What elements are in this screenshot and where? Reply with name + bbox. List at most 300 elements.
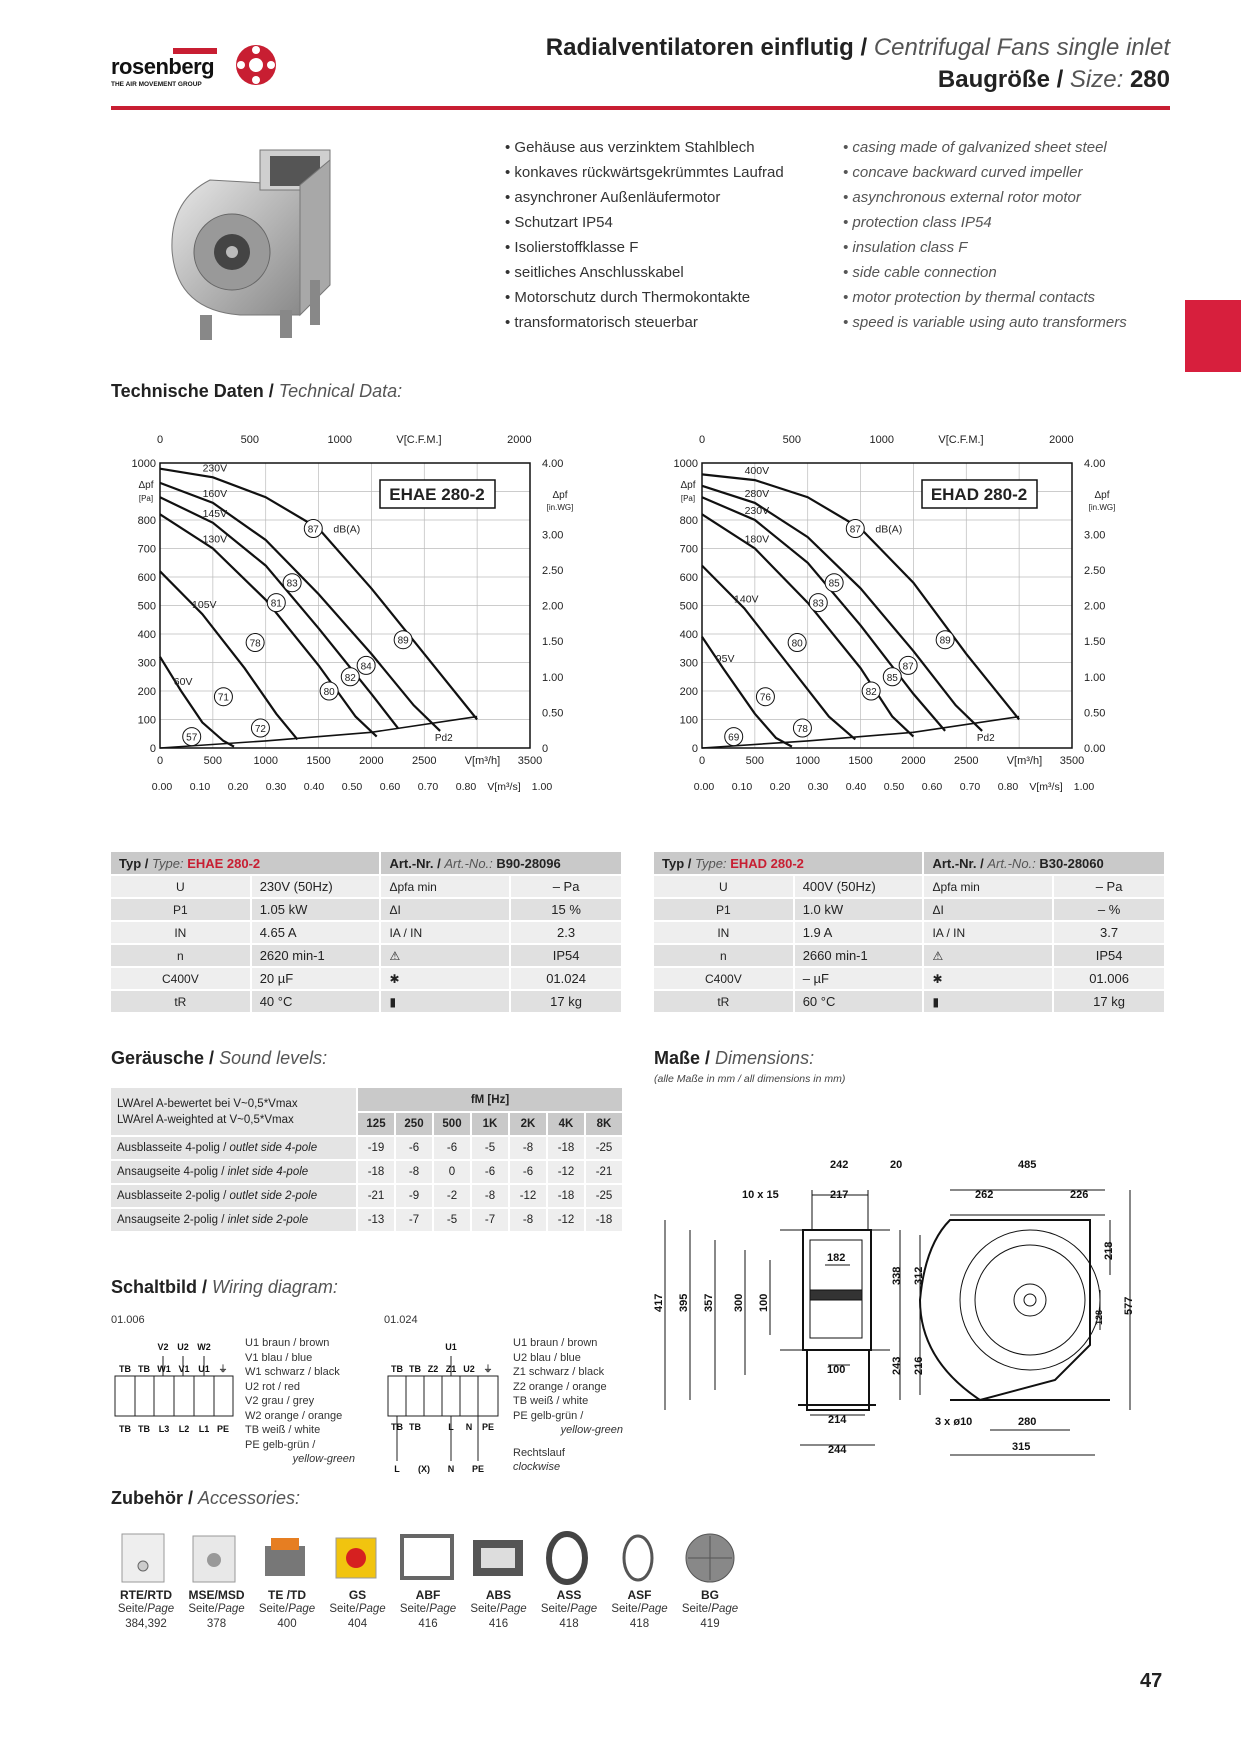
table-cell: 60 °C — [794, 990, 924, 1013]
title-en: Centrifugal Fans single inlet — [873, 34, 1170, 61]
table-cell: ▮ — [923, 990, 1053, 1013]
accessory-item[interactable] — [182, 1528, 252, 1632]
right-tick-label: 4.00 — [1084, 458, 1106, 470]
tech-table-ehad — [654, 852, 1166, 1014]
accessory-item[interactable] — [464, 1528, 534, 1632]
sound-value: -18 — [547, 1136, 585, 1160]
table-cell: 230V (50Hz) — [251, 875, 381, 898]
page-en: Page — [147, 1603, 175, 1615]
db-marker-label: 83 — [812, 598, 824, 610]
accessory-name: ABS — [485, 1588, 512, 1602]
sound-label-en: inlet side 2-pole — [227, 1214, 309, 1226]
sound-value: -6 — [509, 1160, 547, 1184]
table-cell: ✱ — [923, 967, 1053, 990]
table-row — [654, 944, 1165, 967]
right-tick-label: 2.50 — [542, 564, 564, 577]
page-en: Page — [358, 1603, 386, 1615]
legend-line: Z2 orange / orange — [513, 1380, 607, 1393]
sound-value: -8 — [509, 1208, 547, 1232]
feature-de: • transformatorisch steuerbar — [505, 314, 698, 331]
feature-en: • casing made of galvanized sheet steel — [843, 139, 1107, 156]
dim-label: 100 — [758, 1293, 770, 1312]
feature-en: • protection class IP54 — [843, 214, 992, 231]
accessories-heading — [111, 1488, 300, 1509]
bottom-tick-label: V[m³/s] — [487, 781, 521, 793]
series-label: 230V — [202, 462, 228, 475]
db-marker-label: 72 — [254, 724, 266, 736]
bottom-tick-label: 0.10 — [731, 781, 753, 793]
sound-head-line2: LWArel A-weighted at V~0,5*Vmax — [117, 1113, 294, 1126]
db-marker-label: 89 — [939, 635, 951, 647]
table-cell: 17 kg — [1053, 990, 1165, 1013]
y-tick-label: 300 — [137, 657, 156, 670]
table-row — [111, 944, 622, 967]
dim-label: 10 x 15 — [742, 1189, 779, 1201]
dim-label: 216 — [913, 1356, 925, 1375]
table-cell: n — [111, 944, 251, 967]
right-tick-label: 2.00 — [1084, 600, 1106, 613]
table-cell: ΔI — [380, 898, 510, 921]
tech-data-heading — [111, 381, 402, 402]
page-de: Seite/ — [188, 1603, 218, 1615]
x-tick-label: 500 — [203, 755, 223, 767]
right-tick-label: 1.50 — [1084, 636, 1106, 649]
table-cell: 3.7 — [1053, 921, 1165, 944]
table-row — [111, 875, 622, 898]
top-tick-label: 500 — [240, 434, 260, 446]
sound-label-en: inlet side 4-pole — [227, 1166, 309, 1178]
terminal-label: U2 — [177, 1342, 189, 1352]
dim-label: 218 — [1103, 1241, 1115, 1260]
bottom-tick-label: 0.30 — [265, 781, 287, 793]
legend-line: U2 blau / blue — [513, 1351, 581, 1364]
accessories-row — [111, 1528, 771, 1638]
y-tick-label: 0 — [691, 743, 698, 755]
sound-label-en: outlet side 4-pole — [229, 1142, 318, 1154]
wiring-code-left: 01.006 — [111, 1314, 145, 1326]
legend-line: U2 rot / red — [245, 1380, 301, 1393]
table-cell: – µF — [794, 967, 924, 990]
right-axis-label: Δpf — [1094, 490, 1110, 501]
accessory-item[interactable] — [252, 1528, 322, 1632]
bottom-tick-label: 0.50 — [883, 781, 905, 793]
feature-en: • insulation class F — [843, 239, 968, 256]
accessory-item[interactable] — [393, 1528, 463, 1632]
sound-value: -18 — [547, 1184, 585, 1208]
art-label-en: Art.-No.: — [444, 855, 493, 871]
sound-value: -2 — [433, 1184, 471, 1208]
accessory-item[interactable] — [111, 1528, 181, 1632]
table-cell: IA / IN — [380, 921, 510, 944]
right-axis-label: Δpf — [552, 490, 568, 501]
dim-label: 338 — [891, 1266, 903, 1285]
dimensions-note: (alle Maße in mm / all dimensions in mm) — [654, 1073, 846, 1085]
dim-label: 100 — [827, 1364, 846, 1376]
table-cell: U — [654, 875, 794, 898]
accessory-item[interactable] — [605, 1528, 675, 1632]
terminal-label: U1 — [198, 1364, 210, 1374]
terminal-label: TB — [138, 1364, 150, 1374]
y-tick-label: 200 — [679, 686, 698, 698]
accessory-page-label — [252, 1602, 322, 1617]
accessory-page-label — [675, 1602, 745, 1617]
svg-text:rosenberg: rosenberg — [111, 54, 215, 79]
db-unit-label: dB(A) — [333, 523, 361, 536]
table-row — [654, 898, 1165, 921]
table-cell: P1 — [654, 898, 794, 921]
db-marker-label: 85 — [886, 672, 898, 684]
sound-value: -25 — [585, 1184, 623, 1208]
x-axis-label: V[m³/h] — [1006, 755, 1043, 767]
sound-head-line1: LWArel A-bewertet bei V~0,5*Vmax — [117, 1097, 298, 1110]
table-row — [654, 875, 1165, 898]
db-marker-label: 82 — [865, 687, 877, 698]
bottom-tick-label: 0.60 — [921, 781, 943, 793]
wiring-heading-de: Schaltbild / — [111, 1277, 208, 1297]
sound-value: -25 — [585, 1136, 623, 1160]
terminal-label: TB — [138, 1424, 150, 1434]
tech-heading-de: Technische Daten / — [111, 381, 274, 401]
series-label: 230V — [744, 505, 770, 517]
db-marker-label: 69 — [728, 732, 740, 744]
page-en: Page — [570, 1603, 598, 1615]
features-de-list — [505, 135, 845, 335]
dim-label: 395 — [678, 1293, 690, 1312]
table-cell: 15 % — [510, 898, 622, 921]
page-de: Seite/ — [329, 1603, 359, 1615]
feature-en: • asynchronous external rotor motor — [843, 189, 1081, 206]
dim-label: 577 — [1123, 1296, 1135, 1315]
bottom-tick-label: 0.80 — [455, 781, 477, 793]
sound-value: -8 — [471, 1184, 509, 1208]
accessory-icon — [323, 1528, 393, 1588]
legend-line: Z1 schwarz / black — [513, 1366, 605, 1378]
legend-line: W1 schwarz / black — [245, 1366, 340, 1378]
dim-label: 485 — [1018, 1159, 1037, 1171]
accessory-icon — [464, 1528, 534, 1588]
terminal-label: ⏚ — [483, 1364, 493, 1374]
table-cell: IP54 — [510, 944, 622, 967]
right-tick-label: 1.00 — [1084, 671, 1106, 684]
series-line — [160, 497, 398, 728]
size-label-en: Size: — [1069, 66, 1124, 93]
y-axis-unit: [Pa] — [138, 494, 154, 503]
tech-table-ehae — [111, 852, 623, 1014]
dim-label: 315 — [1012, 1441, 1031, 1453]
type-value: EHAD 280-2 — [730, 855, 804, 871]
accessory-page-label — [393, 1602, 463, 1617]
x-tick-label: 2500 — [954, 755, 979, 767]
sound-heading-en: Sound levels: — [219, 1048, 328, 1068]
sound-value: -5 — [433, 1208, 471, 1232]
db-marker-label: 83 — [286, 578, 298, 590]
table-cell: 01.024 — [510, 967, 622, 990]
sound-row-label — [111, 1136, 357, 1160]
side-tab-marker — [1185, 300, 1241, 372]
sound-value: -6 — [395, 1136, 433, 1160]
page-en: Page — [429, 1603, 457, 1615]
accessory-icon — [534, 1528, 604, 1588]
right-tick-label: 4.00 — [542, 458, 564, 470]
table-row — [111, 898, 622, 921]
db-marker-label: 80 — [791, 638, 803, 650]
table-cell: ✱ — [380, 967, 510, 990]
dim-label: 217 — [830, 1189, 849, 1201]
accessory-name: GS — [348, 1588, 367, 1602]
series-label: 145V — [202, 507, 228, 520]
table-cell: P1 — [111, 898, 251, 921]
sound-value: -7 — [395, 1208, 433, 1232]
terminal-label: Z2 — [427, 1364, 439, 1374]
type-value: EHAE 280-2 — [187, 855, 261, 871]
sound-value: -5 — [471, 1136, 509, 1160]
legend-line: V2 grau / grey — [245, 1395, 315, 1407]
top-tick-label: 500 — [782, 434, 802, 446]
page-en: Page — [288, 1603, 316, 1615]
header-rule — [111, 106, 1170, 110]
sound-heading — [111, 1048, 327, 1069]
table-cell: – % — [1053, 898, 1165, 921]
x-tick-label: 1500 — [848, 755, 873, 767]
legend-line: PE gelb-grün / — [245, 1438, 316, 1451]
tech-heading-en: Technical Data: — [278, 381, 403, 401]
accessory-pages: 416 — [418, 1618, 438, 1630]
table-cell: tR — [654, 990, 794, 1013]
page-de: Seite/ — [399, 1603, 430, 1615]
sound-label-de: Ansaugseite 4-polig / — [117, 1166, 225, 1178]
top-tick-label: 0 — [698, 434, 706, 446]
table-cell: – Pa — [510, 875, 622, 898]
accessory-icon — [393, 1528, 463, 1588]
terminal-label: L — [394, 1464, 400, 1474]
freq-header: 125 — [357, 1112, 395, 1136]
feature-en: • side cable connection — [843, 264, 997, 281]
right-tick-label: 1.50 — [542, 636, 564, 649]
bottom-tick-label: 1.00 — [1073, 781, 1095, 793]
table-cell: C400V — [111, 967, 251, 990]
bottom-tick-label: 0.80 — [997, 781, 1019, 793]
accessory-page-label — [323, 1602, 393, 1617]
table-row — [111, 990, 622, 1013]
y-tick-label: 500 — [679, 600, 698, 613]
bottom-tick-label: 1.00 — [531, 781, 553, 793]
x-tick-label: 500 — [745, 755, 765, 767]
legend-line: yellow-green — [292, 1453, 355, 1465]
pd-label: Pd2 — [976, 732, 995, 744]
chart-title: EHAD 280-2 — [930, 485, 1028, 504]
freq-header: 250 — [395, 1112, 433, 1136]
legend-line: U1 braun / brown — [513, 1337, 598, 1349]
dim-label: 312 — [913, 1266, 925, 1285]
sound-table — [111, 1088, 624, 1233]
table-cell: 400V (50Hz) — [794, 875, 924, 898]
art-label-en: Art.-No.: — [987, 855, 1036, 871]
terminal-label: PE — [481, 1422, 495, 1432]
y-tick-label: 800 — [137, 515, 156, 527]
right-tick-label: 2.00 — [542, 600, 564, 613]
accessory-page-label — [111, 1602, 181, 1617]
sound-row — [111, 1208, 623, 1232]
terminal-label: TB — [391, 1422, 403, 1432]
wiring-legend-right — [513, 1336, 623, 1475]
table-cell: ⚠ — [923, 944, 1053, 967]
legend-line: yellow-green — [560, 1424, 623, 1436]
accessory-pages: 378 — [206, 1618, 227, 1630]
y-tick-label: 400 — [137, 629, 156, 641]
series-label: 280V — [744, 487, 770, 500]
table-cell: 1.0 kW — [794, 898, 924, 921]
feature-en: • motor protection by thermal contacts — [843, 289, 1096, 306]
terminal-label: L2 — [178, 1424, 190, 1434]
accessory-name: BG — [701, 1588, 719, 1602]
feature-de: • Schutzart IP54 — [505, 214, 613, 231]
right-tick-label: 0.00 — [1084, 743, 1106, 755]
y-axis-unit: [Pa] — [680, 494, 696, 503]
bottom-tick-label: 0.20 — [769, 781, 791, 793]
dim-label: 214 — [828, 1414, 847, 1426]
table-cell: ΔI — [923, 898, 1053, 921]
y-tick-label: 400 — [679, 629, 698, 641]
series-label: 130V — [202, 533, 228, 546]
terminal-label: TB — [119, 1424, 131, 1434]
top-tick-label: 2000 — [507, 434, 532, 446]
performance-chart-ehad — [662, 425, 1132, 825]
db-marker-label: 87 — [849, 524, 861, 536]
legend-line: U1 braun / brown — [245, 1337, 330, 1349]
table-cell: IN — [654, 921, 794, 944]
accessory-name: ABF — [415, 1588, 441, 1602]
terminal-label: PE — [216, 1424, 230, 1434]
feature-de: • seitliches Anschlusskabel — [505, 264, 684, 281]
accessory-item[interactable] — [534, 1528, 604, 1632]
terminal-label: W2 — [197, 1342, 211, 1352]
table-cell: 17 kg — [510, 990, 622, 1013]
x-tick-label: 1000 — [795, 755, 820, 767]
accessory-pages: 419 — [700, 1618, 720, 1630]
y-axis-label: Δpf — [680, 480, 696, 491]
sound-value: -21 — [357, 1184, 395, 1208]
page-de: Seite/ — [117, 1603, 148, 1615]
x-axis-label: V[m³/h] — [464, 755, 501, 767]
accessory-icon — [111, 1528, 181, 1588]
table-cell: IA / IN — [923, 921, 1053, 944]
terminal-label: U1 — [445, 1342, 457, 1352]
accessory-pages: 418 — [559, 1618, 579, 1630]
sound-value: 0 — [433, 1160, 471, 1184]
dim-label: 357 — [703, 1293, 715, 1312]
dim-label: 182 — [827, 1252, 846, 1264]
terminal-label: V1 — [178, 1364, 190, 1374]
top-tick-label: 2000 — [1049, 434, 1074, 446]
y-tick-label: 800 — [679, 515, 698, 527]
wiring-heading — [111, 1277, 338, 1298]
wiring-diagram-left — [111, 1336, 241, 1461]
y-tick-label: 1000 — [131, 458, 156, 470]
freq-header: 2K — [509, 1112, 547, 1136]
accessory-name: MSE/MSD — [188, 1588, 245, 1602]
table-row — [654, 921, 1165, 944]
db-marker-label: 87 — [902, 661, 914, 673]
page-en: Page — [217, 1603, 245, 1615]
sound-row-label — [111, 1208, 357, 1232]
x-tick-label: 3500 — [1059, 755, 1085, 767]
bottom-tick-label: 0.00 — [693, 781, 715, 793]
x-tick-label: 0 — [156, 755, 164, 767]
accessory-item[interactable] — [323, 1528, 393, 1632]
size-label-de: Baugröße / — [937, 66, 1064, 93]
bottom-tick-label: 0.00 — [151, 781, 173, 793]
type-cell — [654, 852, 923, 875]
bottom-tick-label: 0.10 — [189, 781, 211, 793]
y-tick-label: 600 — [137, 572, 156, 584]
legend-line: TB weiß / white — [245, 1424, 321, 1436]
svg-text:THE AIR MOVEMENT GROUP: THE AIR MOVEMENT GROUP — [111, 81, 202, 88]
art-label: Art.-Nr. / — [932, 855, 984, 871]
accessory-name: ASS — [556, 1588, 582, 1602]
brand-logo — [111, 40, 281, 90]
series-line — [702, 497, 945, 731]
bottom-tick-label: 0.30 — [807, 781, 829, 793]
dim-label: 226 — [1070, 1189, 1089, 1201]
accessory-item[interactable] — [675, 1528, 745, 1632]
terminal-label: V2 — [157, 1342, 169, 1352]
page-de: Seite/ — [681, 1603, 712, 1615]
accessory-pages: 400 — [277, 1618, 297, 1630]
x-tick-label: 2000 — [359, 755, 384, 767]
db-marker-label: 78 — [796, 724, 808, 736]
table-cell: 1.9 A — [794, 921, 924, 944]
accessory-pages: 384,392 — [125, 1618, 167, 1630]
db-marker-label: 78 — [249, 638, 261, 650]
dim-heading-en: Dimensions: — [715, 1048, 815, 1068]
table-cell: ▮ — [380, 990, 510, 1013]
table-cell: IN — [111, 921, 251, 944]
dim-label: 417 — [653, 1293, 665, 1312]
series-label: 105V — [192, 599, 217, 612]
wiring-code-right: 01.024 — [384, 1314, 418, 1326]
dim-label: 300 — [733, 1293, 745, 1312]
y-tick-label: 200 — [137, 686, 156, 698]
rotation-en: clockwise — [513, 1461, 561, 1473]
accessory-name: TE /TD — [268, 1588, 306, 1602]
x-tick-label: 2500 — [412, 755, 437, 767]
y-tick-label: 100 — [137, 714, 156, 727]
table-row — [111, 967, 622, 990]
terminal-label: PE — [471, 1464, 485, 1474]
legend-line: V1 blau / blue — [245, 1351, 313, 1364]
db-marker-label: 82 — [344, 672, 356, 684]
y-tick-label: 700 — [137, 543, 156, 556]
dim-label: 244 — [828, 1444, 847, 1456]
features-en-list — [843, 135, 1173, 335]
table-cell: ⚠ — [380, 944, 510, 967]
art-label: Art.-Nr. / — [389, 855, 441, 871]
accessory-icon — [182, 1528, 252, 1588]
terminal-label: N — [465, 1422, 473, 1432]
series-label: 60V — [173, 676, 193, 688]
legend-line: W2 orange / orange — [245, 1409, 343, 1422]
top-tick-label: 1000 — [869, 434, 894, 446]
chart-title: EHAE 280-2 — [389, 485, 485, 504]
db-marker-label: 81 — [270, 598, 282, 610]
accessory-page-label — [605, 1602, 675, 1617]
sound-head-label — [111, 1088, 357, 1136]
right-tick-label: 3.00 — [542, 529, 564, 542]
freq-header: 1K — [471, 1112, 509, 1136]
y-tick-label: 700 — [679, 543, 698, 556]
title-de: Radialventilatoren einflutig / — [545, 34, 868, 61]
sound-value: -21 — [585, 1160, 623, 1184]
